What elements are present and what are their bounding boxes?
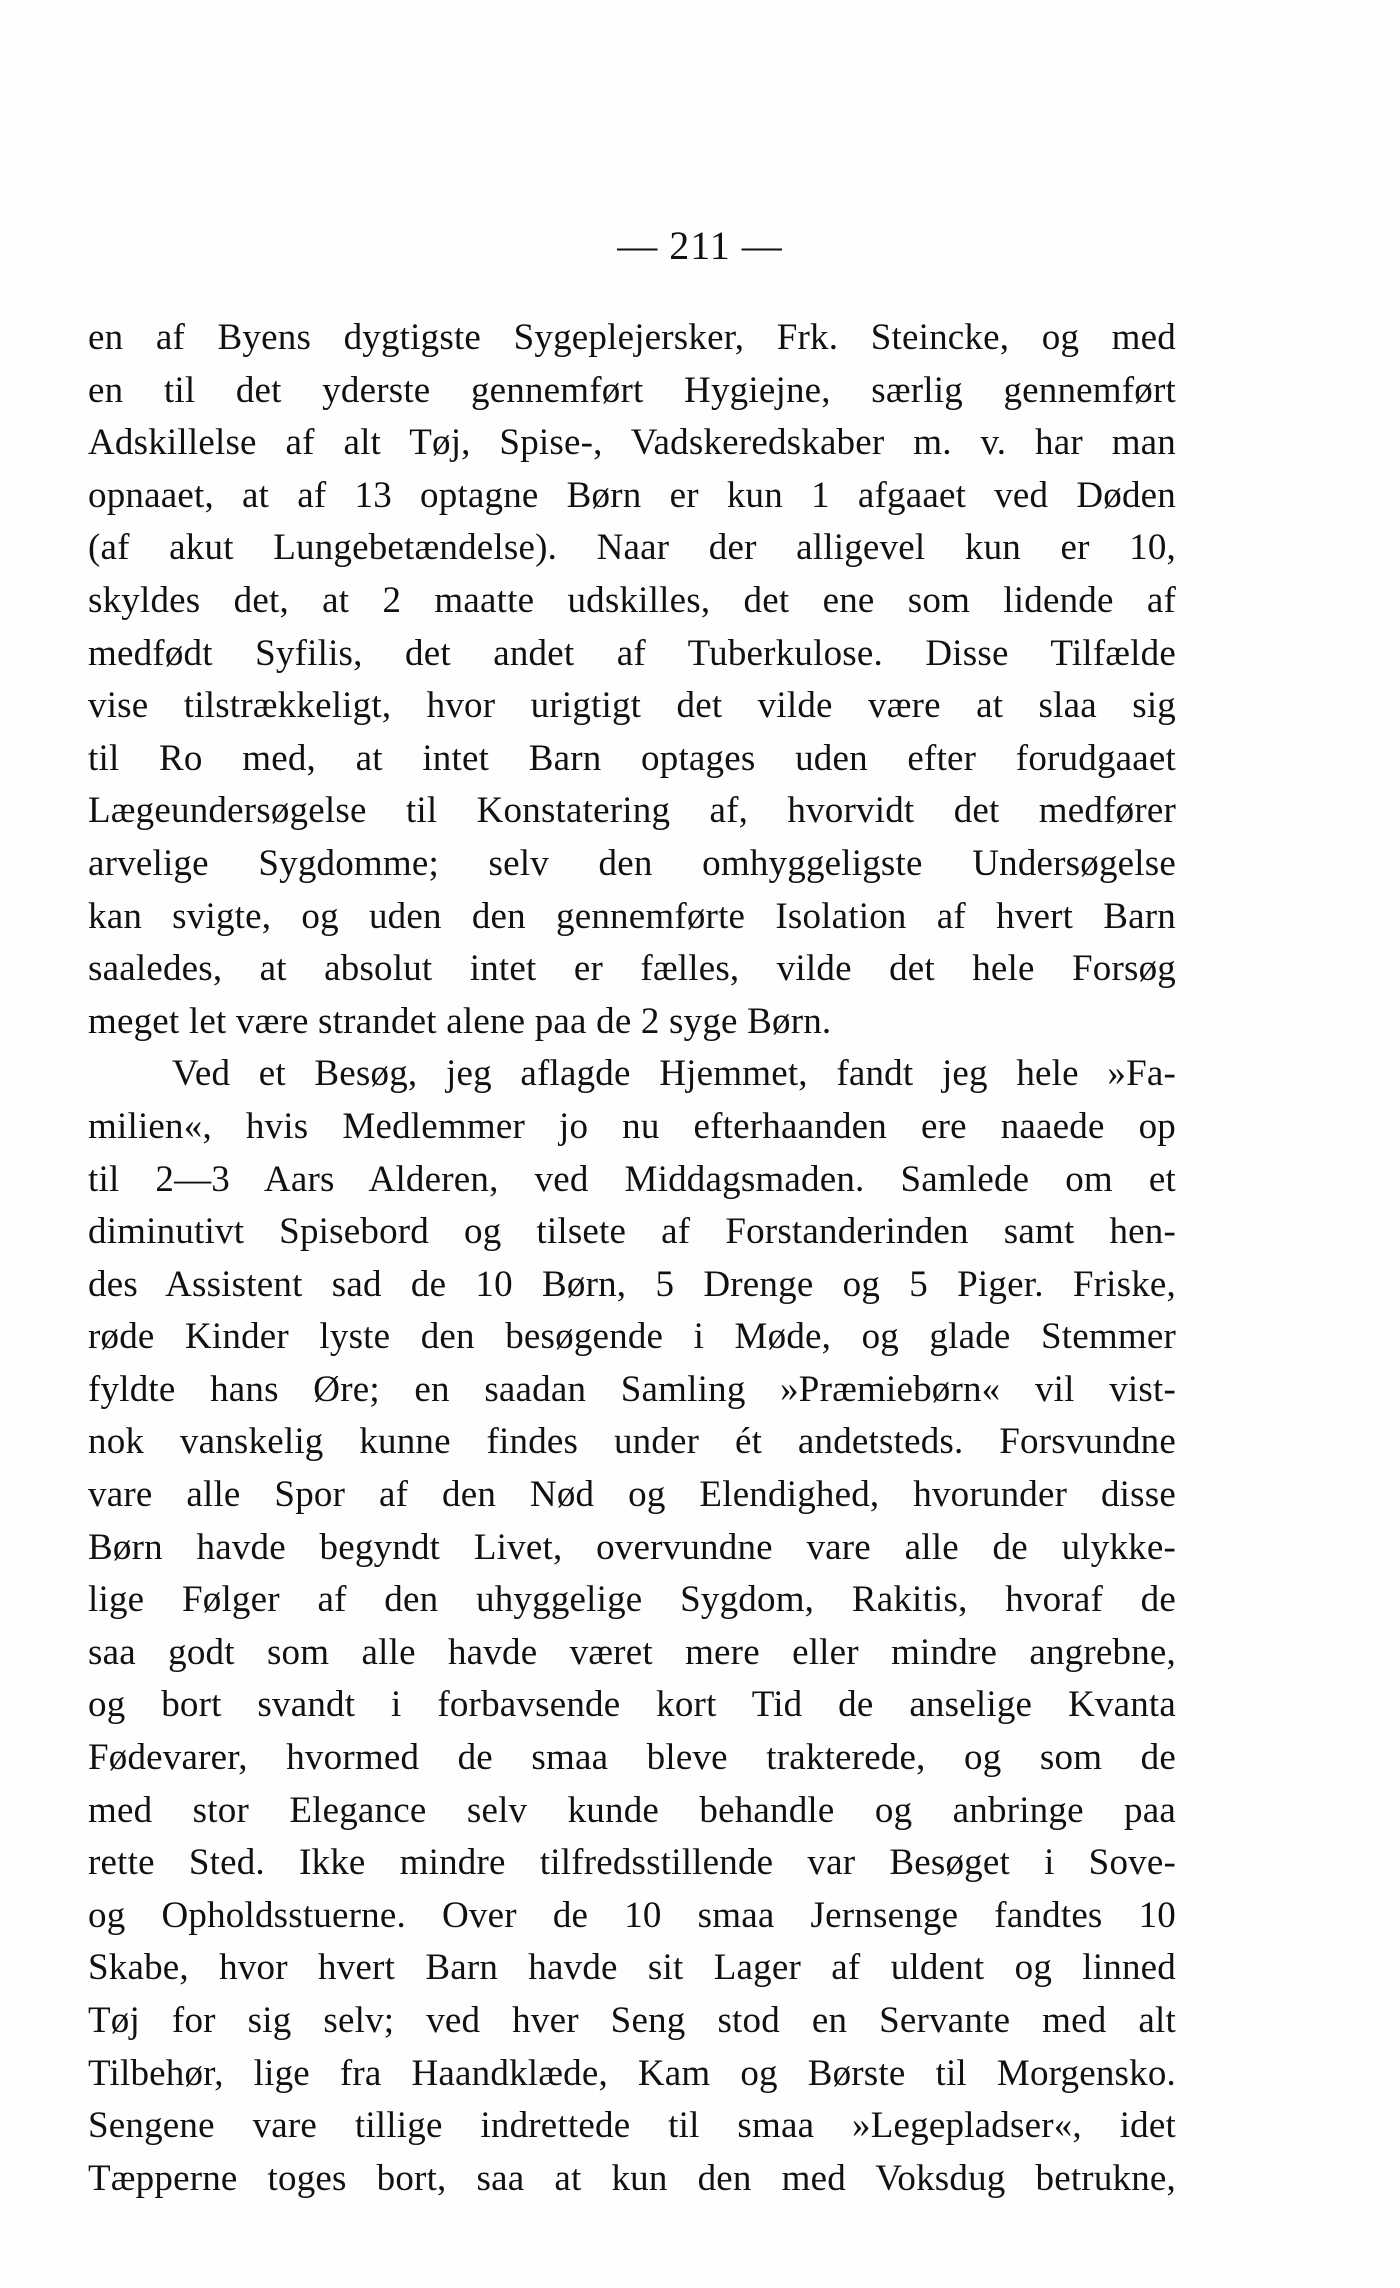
text-line: opnaaet, at af 13 optagne Børn er kun 1 afgaaet ved Døden	[88, 474, 1176, 516]
text-line: Tæpperne toges bort, saa at kun den med Voksdug betrukne,	[88, 2157, 1176, 2199]
text-line: lige Følger af den uhyggelige Sygdom, Rakitis, hvoraf de	[88, 1579, 1176, 1621]
text-line: røde Kinder lyste den besøgende i Møde, og glade Stemmer	[88, 1316, 1176, 1358]
text-line: og bort svandt i forbavsende kort Tid de anselige Kvanta	[88, 1684, 1176, 1726]
text-line: Sengene vare tillige indrettede til smaa »Legepladser«, idet	[88, 2105, 1176, 2147]
paragraph-start-line: Ved et Besøg, jeg aflagde Hjemmet, fandt jeg hele »Fa-	[172, 1053, 1176, 1095]
text-line: Adskillelse af alt Tøj, Spise-, Vadskeredskaber m. v. har man	[88, 422, 1176, 464]
text-line: Tilbehør, lige fra Haandklæde, Kam og Børste til Morgensko.	[88, 2052, 1176, 2094]
text-line: vise tilstrækkeligt, hvor urigtigt det vilde være at slaa sig	[88, 685, 1176, 727]
text-line: til Ro med, at intet Barn optages uden efter forudgaaet	[88, 737, 1176, 779]
page-number: — 211 —	[617, 223, 783, 268]
text-line: Lægeundersøgelse til Konstatering af, hvorvidt det medfører	[88, 790, 1176, 832]
text-line: des Assistent sad de 10 Børn, 5 Drenge og 5 Piger. Friske,	[88, 1263, 1176, 1305]
text-line: og Opholdsstuerne. Over de 10 smaa Jernsenge fandtes 10	[88, 1894, 1176, 1936]
text-line: milien«, hvis Medlemmer jo nu efterhaanden ere naaede op	[88, 1105, 1176, 1147]
text-line: Skabe, hvor hvert Barn havde sit Lager af uldent og linned	[88, 1947, 1176, 1989]
text-line: til 2—3 Aars Alderen, ved Middagsmaden. Samlede om et	[88, 1158, 1176, 1200]
text-line: saa godt som alle havde været mere eller mindre angrebne,	[88, 1631, 1176, 1673]
text-line: diminutivt Spisebord og tilsete af Forstanderinden samt hen-	[88, 1211, 1176, 1253]
text-line: nok vanskelig kunne findes under ét andetsteds. Forsvundne	[88, 1421, 1176, 1463]
text-line: fyldte hans Øre; en saadan Samling »Præmiebørn« vil vist-	[88, 1368, 1176, 1410]
text-line: vare alle Spor af den Nød og Elendighed, hvorunder disse	[88, 1474, 1176, 1516]
text-line: skyldes det, at 2 maatte udskilles, det ene som lidende af	[88, 579, 1176, 621]
text-line: arvelige Sygdomme; selv den omhyggeligste Undersøgelse	[88, 842, 1176, 884]
text-line: (af akut Lungebetændelse). Naar der alligevel kun er 10,	[88, 527, 1176, 569]
text-line: Tøj for sig selv; ved hver Seng stod en Servante med alt	[88, 2000, 1176, 2041]
text-line: Børn havde begyndt Livet, overvundne vare alle de ulykke-	[88, 1526, 1176, 1568]
text-line: rette Sted. Ikke mindre tilfredsstillende var Besøget i Sove-	[88, 1842, 1176, 1884]
text-line: medfødt Syfilis, det andet af Tuberkulose. Disse Tilfælde	[88, 632, 1176, 674]
text-line: en af Byens dygtigste Sygeplejersker, Frk. Steincke, og med	[88, 317, 1176, 358]
text-line: en til det yderste gennemført Hygiejne, særlig gennemført	[88, 369, 1176, 411]
paragraph-end-line: meget let være strandet alene paa de 2 syge Børn.	[88, 1000, 832, 1042]
text-line: kan svigte, og uden den gennemførte Isolation af hvert Barn	[88, 895, 1176, 937]
text-line: Fødevarer, hvormed de smaa bleve trakterede, og som de	[88, 1737, 1176, 1779]
body-text	[88, 312, 1176, 2205]
text-line: med stor Elegance selv kunde behandle og anbringe paa	[88, 1789, 1176, 1831]
text-line: saaledes, at absolut intet er fælles, vilde det hele Forsøg	[88, 948, 1176, 990]
